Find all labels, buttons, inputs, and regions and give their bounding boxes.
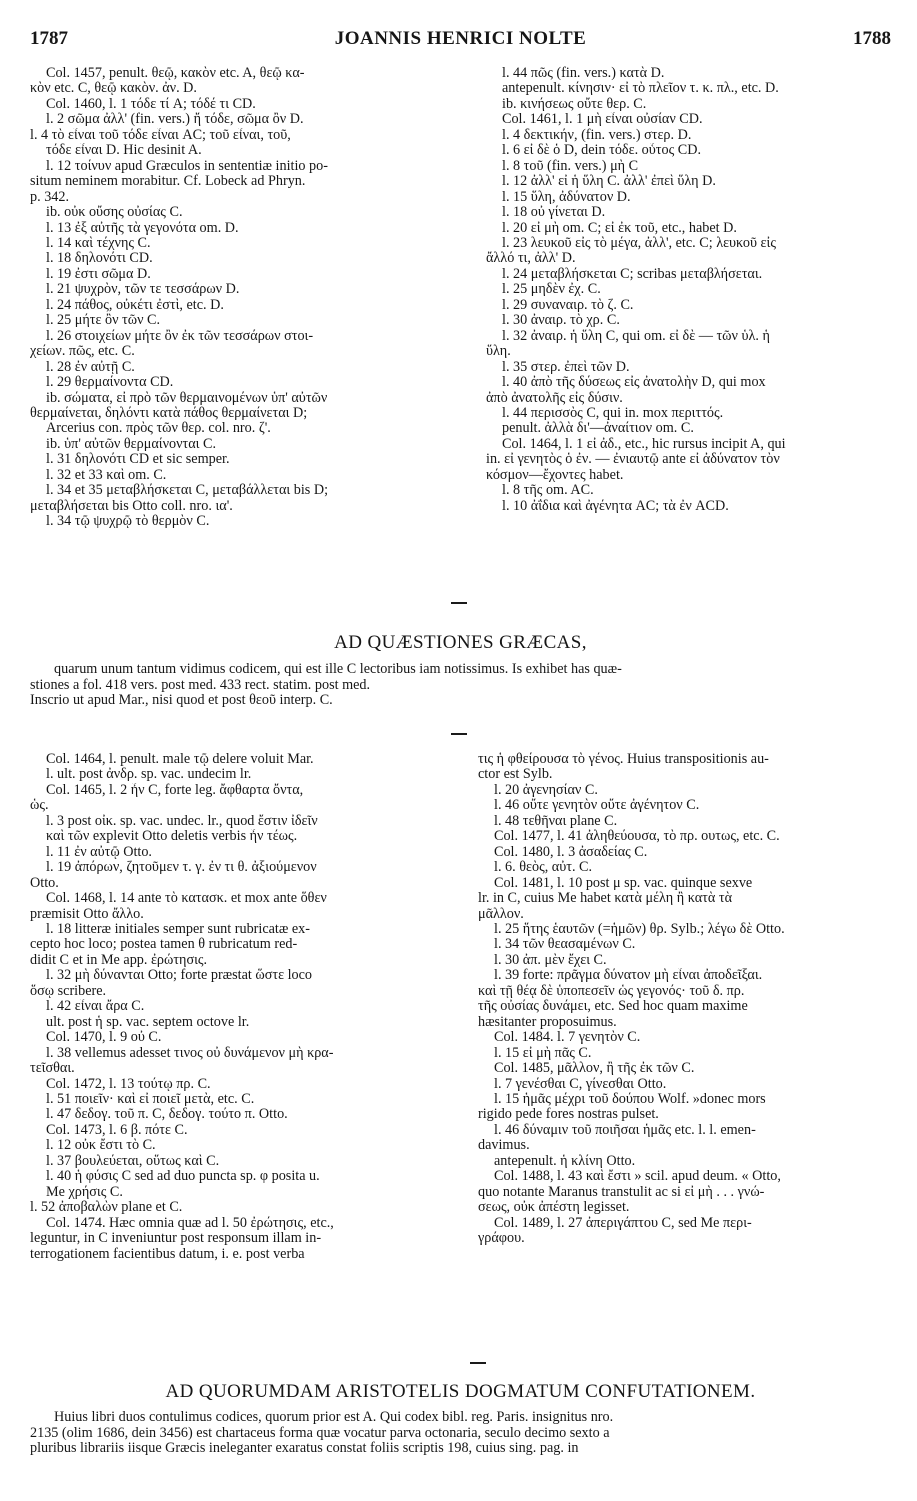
text-line: l. 37 βουλεύεται, οὕτως καὶ C. bbox=[46, 1153, 220, 1169]
text-line: τις ἡ φθείρουσα τὸ γένος. Huius transpositionis au- bbox=[478, 752, 769, 767]
text-line: Col. 1464, l. 1 εἰ ἀδ., etc., hic rursus incipit A, qui bbox=[502, 436, 786, 452]
text-line: l. 21 ψυχρὸν, τῶν τε τεσσάρων D. bbox=[46, 282, 240, 298]
text-line: Col. 1457, penult. θεῷ, κακὸν etc. A, θεῷ κα- bbox=[46, 66, 305, 81]
text-line: Col. 1477, l. 41 ἀληθεύουσα, τὸ πρ. ουτως, etc. C. bbox=[494, 829, 780, 845]
text-line: τόδε εἶναι D. Hic desinit A. bbox=[46, 143, 202, 159]
text-line: l. 20 ἀγενησίαν C. bbox=[494, 782, 598, 798]
text-line: l. 34 τῷ ψυχρῷ τὸ θερμὸν C. bbox=[46, 514, 210, 530]
text-line: γράφου. bbox=[478, 1231, 525, 1247]
text-line: σεως, οὐκ ἀπέστη legisset. bbox=[478, 1200, 630, 1216]
text-line: lr. in C, cuius Me habet κατὰ μέλη ἢ κατὰ τὰ bbox=[478, 891, 733, 907]
running-title: JOANNIS HENRICI NOLTE bbox=[334, 28, 587, 49]
section-intro-confutatio bbox=[30, 1410, 891, 1457]
text-line: Col. 1468, l. 14 ante τὸ κατασκ. et mox ante ὅθεν bbox=[46, 891, 327, 907]
text-line: Inscrio ut apud Mar., nisi quod et post θεοῦ interp. C. bbox=[30, 693, 333, 709]
text-line: l. 8 τοῦ (fin. vers.) μὴ C bbox=[502, 158, 639, 174]
text-line: l. 24 μεταβλήσκεται C; scribas μεταβλήσεται. bbox=[502, 266, 763, 282]
text-line: l. 4 δεκτικήν, (fin. vers.) στερ. D. bbox=[502, 127, 692, 143]
text-line: Col. 1474. Hæc omnia quæ ad l. 50 ἐρώτησις, etc., bbox=[46, 1215, 334, 1231]
text-line: Col. 1480, l. 3 ἀσαδείας C. bbox=[494, 844, 648, 860]
text-line: l. 18 litteræ initiales semper sunt rubricatæ ex- bbox=[46, 921, 310, 937]
text-line: τεῖσθαι. bbox=[30, 1061, 75, 1077]
text-line: l. 30 ἀπ. μὲν ἔχει C. bbox=[494, 952, 607, 968]
text-line: davimus. bbox=[478, 1138, 530, 1154]
text-line: ὅσῳ scribere. bbox=[30, 983, 107, 999]
text-line: ἀπὸ ἀνατολῆς εἰς δύσιν. bbox=[486, 390, 623, 406]
text-line: l. 18 δηλονότι CD. bbox=[46, 251, 153, 267]
text-line: l. 19 ἀπόρων, ζητοῦμεν τ. γ. ἐν τι θ. ἀξιούμενον bbox=[46, 860, 317, 876]
text-line: μᾶλλον. bbox=[478, 906, 524, 922]
bottom-left-column bbox=[30, 752, 470, 1262]
text-line: καὶ τῶν explevit Otto deletis verbis ἦν τέως. bbox=[46, 829, 298, 845]
text-line: l. 46 δύναμιν τοῦ ποιῆσαι ἡμᾶς etc. l. l. emen- bbox=[494, 1122, 756, 1138]
section-intro-quaestiones bbox=[30, 662, 891, 709]
text-line: l. 44 περισσὸς C, qui in. mox περιττός. bbox=[502, 405, 724, 421]
divider-3 bbox=[470, 1362, 486, 1364]
page-header bbox=[30, 28, 891, 54]
text-line: l. 40 ἀπὸ τῆς δύσεως εἰς ἀνατολὴν D, qui mox bbox=[502, 375, 766, 391]
text-line: Col. 1465, l. 2 ἦν C, forte leg. ἄφθαρτα ὄντα, bbox=[46, 782, 304, 798]
text-line: leguntur, in C inveniuntur post responsum illam in- bbox=[30, 1231, 322, 1247]
text-line: ἄλλό τι, ἀλλ' D. bbox=[486, 251, 576, 267]
text-line: didit C et in Me app. ἐρώτησις. bbox=[30, 952, 208, 968]
divider-2 bbox=[451, 733, 467, 735]
text-line: l. 31 δηλονότι CD et sic semper. bbox=[46, 452, 230, 468]
text-line: l. 12 τοίνυν apud Græculos in sententiæ initio po- bbox=[46, 158, 328, 174]
text-line: l. 29 συναναιρ. τὸ ζ. C. bbox=[502, 297, 634, 313]
text-line: l. 32 et 33 καὶ om. C. bbox=[46, 467, 167, 483]
text-line: pluribus librariis iisque Græcis ineleganter exaratus constat foliis scriptis 198, cuius sing. pag. in bbox=[30, 1441, 579, 1457]
text-line: l. 42 εἶναι ἄρα C. bbox=[46, 999, 145, 1015]
text-line: l. 38 vellemus adesset τινος οὐ δυνάμενον μὴ κρα- bbox=[46, 1045, 334, 1061]
text-line: p. 342. bbox=[30, 189, 70, 205]
text-line: l. 6. θεὸς, αὐτ. C. bbox=[494, 860, 593, 876]
text-line: Me χρήσις C. bbox=[46, 1184, 123, 1200]
text-line: in. εἰ γενητὸς ὁ ἐν. — ἐνιαυτῷ ante εἰ ἀδύνατον τὸν bbox=[486, 452, 780, 468]
text-line: quarum unum tantum vidimus codicem, qui est ille C lectoribus iam notissimus. Is exhibet has quæ- bbox=[54, 662, 622, 677]
text-line: hæsitanter proposuimus. bbox=[478, 1014, 617, 1030]
text-line: Col. 1470, l. 9 οὐ C. bbox=[46, 1030, 162, 1046]
text-line: l. 15 εἰ μὴ πᾶς C. bbox=[494, 1045, 592, 1061]
text-line: l. 44 πῶς (fin. vers.) κατὰ D. bbox=[502, 66, 665, 81]
text-line: l. 18 οὐ γίνεται D. bbox=[502, 205, 606, 221]
text-line: κὸν etc. C, θεῷ κακὸν. ἀν. D. bbox=[30, 81, 197, 97]
text-line: ὕλη. bbox=[486, 344, 511, 360]
text-line: μεταβλήσεται bis Otto coll. nro. ια'. bbox=[30, 498, 233, 514]
text-line: terrogationem facientibus datum, i. e. post verba bbox=[30, 1246, 305, 1262]
text-line: l. 3 post οἰκ. sp. vac. undec. lr., quod ἔστιν ἰδεῖν bbox=[46, 813, 318, 829]
text-line: 2135 (olim 1686, dein 3456) est chartaceus forma quæ vocatur parva octonaria, seculo decimo sexto a bbox=[30, 1425, 610, 1441]
text-line: l. 47 δεδογ. τοῦ π. C, δεδογ. τούτο π. Otto. bbox=[46, 1107, 288, 1123]
section-title-quaestiones: AD QUÆSTIONES GRÆCAS, bbox=[334, 632, 587, 653]
text-line: l. 51 ποιεῖν· καὶ εἰ ποιεῖ μετὰ, etc. C. bbox=[46, 1091, 255, 1107]
text-line: Otto. bbox=[30, 875, 59, 891]
text-line: Col. 1473, l. 6 β. πότε C. bbox=[46, 1122, 188, 1138]
text-line: ib. ὑπ' αὐτῶν θερμαίνονται C. bbox=[46, 436, 217, 452]
text-line: l. 25 ἥτης ἑαυτῶν (=ἡμῶν) θρ. Sylb.; λέγω δὲ Otto. bbox=[494, 921, 785, 937]
text-line: l. 34 et 35 μεταβλήσκεται C, μεταβάλλεται bis D; bbox=[46, 483, 329, 499]
text-line: l. 30 ἀναιρ. τὸ χρ. C. bbox=[502, 313, 620, 329]
page-number-left: 1787 bbox=[30, 28, 68, 49]
text-line: καὶ τῇ θέᾳ δὲ ὑποπεσεῖν ὡς γεγονός· τοῦ δ. πρ. bbox=[478, 983, 745, 999]
text-line: ib. κινήσεως οὔτε θερ. C. bbox=[502, 96, 647, 112]
text-line: l. 32 ἀναιρ. ἡ ὕλη C, qui om. εἰ δὲ — τῶν ὑλ. ἡ bbox=[502, 328, 770, 344]
text-line: penult. ἀλλὰ δι'—ἀναίτιον om. C. bbox=[502, 421, 694, 437]
text-line: θερμαίνεται, δηλόντι κατὰ πάθος θερμαίνεται D; bbox=[30, 405, 308, 421]
text-line: l. 48 τεθῆναι plane C. bbox=[494, 813, 618, 829]
divider-1 bbox=[451, 602, 467, 604]
text-line: rigido pede fores nostras pulset. bbox=[478, 1107, 659, 1123]
text-line: Huius libri duos contulimus codices, quorum prior est A. Qui codex bibl. reg. Paris. insignitus nro. bbox=[54, 1410, 614, 1425]
text-line: l. 12 οὐκ ἔστι τὸ C. bbox=[46, 1138, 156, 1154]
text-line: l. 34 τῶν θεασαμένων C. bbox=[494, 937, 636, 953]
text-line: l. 12 ἀλλ' εἰ ἡ ὕλη C. ἀλλ' ἐπεὶ ὕλη D. bbox=[502, 174, 716, 190]
text-line: l. 11 ἐν αὐτῷ Otto. bbox=[46, 844, 152, 860]
top-left-column bbox=[30, 66, 470, 530]
text-line: antepenult. ἡ κλίνη Otto. bbox=[494, 1153, 636, 1169]
text-line: Col. 1460, l. 1 τόδε τί A; τόδέ τι CD. bbox=[46, 96, 256, 112]
text-line: τῆς οὐσίας δυνάμει, etc. Sed hoc quam maxime bbox=[478, 999, 748, 1015]
text-line: l. 29 θερμαίνοντα CD. bbox=[46, 375, 174, 391]
text-line: l. 6 εἰ δὲ ὁ D, dein τόδε. οὗτος CD. bbox=[502, 143, 702, 159]
text-line: quo notante Maranus transtulit ac si εἰ μὴ . . . γνώ- bbox=[478, 1184, 765, 1200]
text-line: ib. οὐκ οὔσης οὐσίας C. bbox=[46, 205, 183, 221]
text-line: antepenult. κίνησιν· εἰ τὸ πλεῖον τ. κ. πλ., etc. D. bbox=[502, 81, 779, 97]
text-line: l. 15 ἡμᾶς μέχρι τοῦ δούπου Wolf. »donec mors bbox=[494, 1091, 766, 1107]
text-line: ὡς. bbox=[30, 798, 49, 814]
text-line: l. 13 ἐξ αὐτῆς τὰ γεγονότα om. D. bbox=[46, 220, 239, 236]
text-line: ctor est Sylb. bbox=[478, 767, 553, 783]
text-line: l. 4 τὸ εἶναι τοῦ τόδε εἶναι AC; τοῦ εἶναι, τοῦ, bbox=[30, 127, 291, 143]
text-line: l. 26 στοιχείων μήτε ὂν ἐκ τῶν τεσσάρων στοι- bbox=[46, 328, 314, 344]
text-line: stiones a fol. 418 vers. post med. 433 rect. statim. post med. bbox=[30, 677, 371, 693]
text-line: Col. 1461, l. 1 μὴ εἶναι οὐσίαν CD. bbox=[502, 112, 703, 128]
text-line: κόσμον—ἔχοντες habet. bbox=[486, 467, 624, 483]
text-line: ib. σώματα, εἰ πρὸ τῶν θερμαινομένων ὑπ' αὐτῶν bbox=[46, 390, 328, 406]
text-line: l. 52 ἀποβαλὼν plane et C. bbox=[30, 1200, 183, 1216]
text-line: Col. 1484. l. 7 γενητὸν C. bbox=[494, 1030, 641, 1046]
text-line: χείων. πῶς, etc. C. bbox=[30, 344, 135, 360]
text-line: l. 46 οὔτε γενητὸν οὔτε ἀγένητον C. bbox=[494, 798, 700, 814]
text-line: situm neminem morabitur. Cf. Lobeck ad Phryn. bbox=[30, 174, 306, 190]
text-line: Arcerius con. πρὸς τῶν θερ. col. nro. ζ'. bbox=[46, 421, 271, 437]
text-line: Col. 1464, l. penult. male τῷ delere voluit Mar. bbox=[46, 752, 314, 767]
text-line: l. 40 ἡ φύσις C sed ad duo puncta sp. φ posita u. bbox=[46, 1169, 320, 1185]
text-line: Col. 1481, l. 10 post μ sp. vac. quinque sexve bbox=[494, 875, 753, 891]
text-line: l. 25 μηδὲν ἐχ. C. bbox=[502, 282, 601, 298]
top-right-column bbox=[486, 66, 891, 514]
text-line: Col. 1489, l. 27 ἀπεριγάπτου C, sed Me περι- bbox=[494, 1215, 752, 1231]
text-line: Col. 1485, μᾶλλον, ἢ τῆς ἐκ τῶν C. bbox=[494, 1061, 695, 1077]
text-line: l. 14 καὶ τέχνης C. bbox=[46, 235, 151, 251]
text-line: Col. 1472, l. 13 τούτῳ πρ. C. bbox=[46, 1076, 211, 1092]
text-line: l. 19 ἐστι σῶμα D. bbox=[46, 266, 151, 282]
text-line: l. 2 σῶμα ἀλλ' (fin. vers.) ἤ τόδε, σῶμα ὂν D. bbox=[46, 112, 304, 128]
text-line: l. 10 ἀΐδια καὶ ἀγένητα AC; τὰ ἐν ACD. bbox=[502, 498, 729, 514]
text-line: l. 23 λευκοῦ εἰς τὸ μέγα, ἀλλ', etc. C; λευκοῦ εἰς bbox=[502, 235, 776, 251]
bottom-right-column bbox=[478, 752, 891, 1247]
text-line: l. 39 forte: πρᾶγμα δύνατον μὴ εἶναι ἀποδεῖξαι. bbox=[494, 968, 763, 984]
text-line: præmisit Otto ἄλλο. bbox=[30, 906, 144, 922]
text-line: l. 7 γενέσθαι C, γίνεσθαι Otto. bbox=[494, 1076, 667, 1092]
text-line: l. 24 πάθος, οὐκέτι ἐστὶ, etc. D. bbox=[46, 297, 224, 313]
section-title-confutatio: AD QUORUMDAM ARISTOTELIS DOGMATUM CONFUTATIONEM. bbox=[165, 1381, 756, 1402]
text-line: ult. post ἡ sp. vac. septem octove lr. bbox=[46, 1014, 250, 1030]
text-line: Col. 1488, l. 43 καὶ ἔστι » scil. apud deum. « Otto, bbox=[494, 1169, 781, 1185]
text-line: l. 8 τῆς om. AC. bbox=[502, 483, 594, 499]
text-line: l. 20 εἰ μὴ om. C; εἰ ἐκ τοῦ, etc., habet D. bbox=[502, 220, 737, 236]
text-line: l. ult. post ἀνδρ. sp. vac. undecim lr. bbox=[46, 767, 252, 783]
text-line: l. 32 μὴ δύνανται Otto; forte præstat ὥστε loco bbox=[46, 968, 313, 984]
text-line: cepto hoc loco; postea tamen θ rubricatum red- bbox=[30, 937, 298, 953]
text-line: l. 15 ὕλη, ἀδύνατον D. bbox=[502, 189, 631, 205]
text-line: l. 35 στερ. ἐπεὶ τῶν D. bbox=[502, 359, 630, 375]
text-line: l. 28 ἐν αὐτῇ C. bbox=[46, 359, 135, 375]
text-line: l. 25 μήτε ὂν τῶν C. bbox=[46, 313, 161, 329]
page-number-right: 1788 bbox=[853, 28, 891, 49]
